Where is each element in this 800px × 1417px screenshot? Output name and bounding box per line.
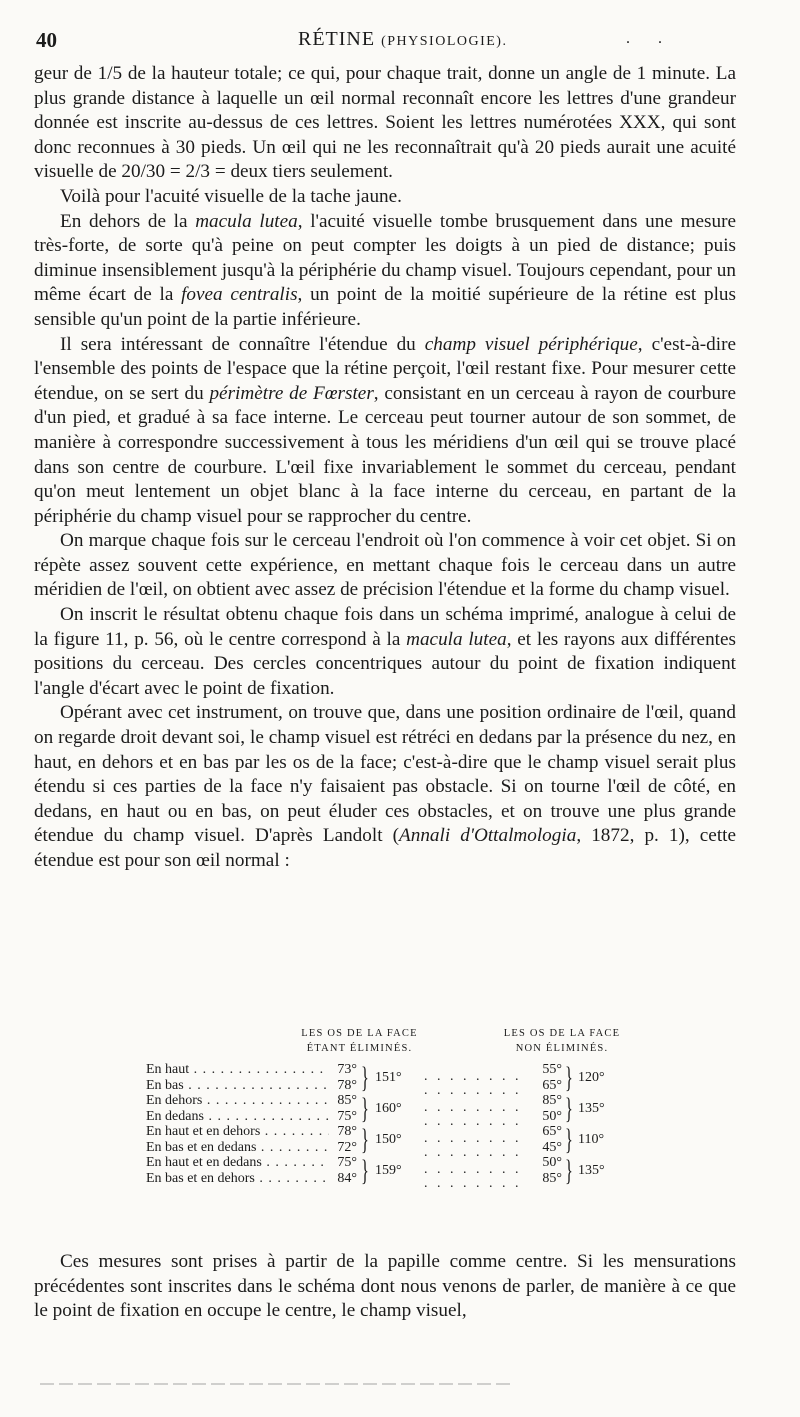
value-eliminated: 78° <box>329 1078 357 1094</box>
row-label: En haut et en dehors . . . <box>146 1124 331 1140</box>
value-not-eliminated: 50° <box>542 1155 562 1170</box>
value-eliminated: 72° <box>329 1140 357 1156</box>
text-run: On inscrit le résultat obtenu chaque fois dans un schéma imprimé, analogue à celui de la figure 11, p. 56, où le centre correspond à la <box>34 604 736 650</box>
table-rows <box>146 1061 666 1191</box>
dot-leader: . . . . . . . . <box>424 1100 522 1115</box>
sum-not-eliminated: 120° <box>578 1070 605 1085</box>
row-label: En bas . . . <box>146 1078 331 1094</box>
row-label: En haut . . . <box>146 1062 331 1078</box>
running-title-main: RÉTINE <box>298 28 376 50</box>
dot-leader: . . . . . . . . <box>424 1176 522 1191</box>
sum-eliminated: 159° <box>375 1163 402 1178</box>
value-eliminated: 73° <box>329 1062 357 1078</box>
dot-leader: . . . . . . . . <box>424 1162 522 1177</box>
paragraph-yellow-spot: Voilà pour l'acuité visuelle de la tache jaune. <box>60 185 402 207</box>
dot-leader: . . . . . . . . <box>424 1131 522 1146</box>
value-not-eliminated: 55° <box>542 1062 562 1077</box>
row-label: En dehors . . . <box>146 1093 331 1109</box>
value-eliminated: 78° <box>329 1124 357 1140</box>
sum-not-eliminated: 135° <box>578 1101 605 1116</box>
row-label: En bas et en dedans . . . <box>146 1140 331 1156</box>
table-group <box>146 1092 666 1129</box>
italic-citation: Annali d'Ottalmologia <box>399 825 577 847</box>
running-header <box>28 28 760 60</box>
page-number: 40 <box>36 28 57 52</box>
brace: } <box>361 1061 369 1094</box>
italic-term: périmètre de Fœrster <box>209 382 374 404</box>
dot-leader: . . . . . . . . <box>424 1069 522 1084</box>
table-group <box>146 1154 666 1191</box>
footer-print-rule <box>40 1383 510 1385</box>
text-run: , l'acuité visuelle tombe brusquement dans une mesure très-forte, de sorte qu'à peine on peut compter les doigts à un pied de distance; puis diminue insensiblement jusqu'à la périphérie du champ visuel. Toujours cependant, pour un même écart de la <box>34 210 736 306</box>
value-eliminated: 75° <box>329 1109 357 1125</box>
text-run: , et les rayons aux différentes positions du cerceau. Des cercles concentriques autour du point de fixation indiquent l'angle d'écart avec le point de fixation. <box>34 628 736 699</box>
value-not-eliminated: 45° <box>542 1139 562 1155</box>
sum-not-eliminated: 135° <box>578 1163 605 1178</box>
value-not-eliminated: 85° <box>542 1170 562 1186</box>
sum-eliminated: 160° <box>375 1101 402 1116</box>
dot-leader: . . . . . . . . <box>424 1114 522 1129</box>
column-header-eliminated <box>282 1026 437 1056</box>
paragraph-marking: On marque chaque fois sur le cerceau l'endroit où l'on commence à voir cet objet. Si on répète assez souvent cette expérience, en mettant chaque fois le cerceau dans un autre méridien de l'œil, on obtient avec assez de précision l'étendue et la forme du champ visuel. <box>34 530 736 601</box>
value-eliminated: 85° <box>329 1093 357 1109</box>
text-run: , 1872, p. 1), cette étendue est pour son œil normal : <box>34 825 737 871</box>
row-label: En haut et en dedans . . . <box>146 1155 331 1171</box>
row-label: En bas et en dehors . . . <box>146 1171 331 1187</box>
text-run: En dehors de la <box>60 210 196 232</box>
value-not-eliminated: 65° <box>542 1077 562 1093</box>
text-run: , consistant en un cerceau à rayon de courbure d'un pied, et gradué à sa face interne. Le cerceau peut tourner autour de son sommet, de manière à correspondre successivement à tous les méridiens d'un œil qui se trouve placé dans son centre de courbure. L'œil fixe invariablement le sommet du cerceau, pendant qu'on meut lentement un objet blanc à la face interne du cerceau, en partant de la périphérie du champ visuel pour se rapprocher du centre. <box>34 382 736 527</box>
value-not-eliminated: 65° <box>542 1124 562 1139</box>
brace: } <box>565 1123 573 1156</box>
dot-leader: . . . . . . . . <box>424 1145 522 1160</box>
italic-term: champ visuel périphérique <box>424 333 638 355</box>
column-header-line: LES OS DE LA FACE <box>503 1028 621 1039</box>
text-run: , c'est-à-dire l'ensemble des points de l'espace que la rétine perçoit, l'œil restant fixe. Pour mesurer cette étendue, on se sert du <box>34 333 736 404</box>
paragraph-schema <box>34 603 736 701</box>
text-run: Il sera intéressant de connaître l'étendue du <box>60 333 425 355</box>
italic-term: macula lutea <box>195 210 298 232</box>
column-header-not-eliminated <box>492 1026 632 1056</box>
header-dots: . . <box>626 30 674 47</box>
text-run: Opérant avec cet instrument, on trouve que, dans une position ordinaire de l'œil, quand on regarde droit devant soi, le champ visuel est rétréci en dedans par la présence du nez, en haut, en dehors et en bas par les os de la face; c'est-à-dire que le champ visuel serait plus étendu si ces parties de la face n'y faisaient pas obstacle. Si on tourne l'œil de côté, en dedans, en haut ou en bas, on peut éluder ces obstacles, et on trouve une plus grande étendue du champ visuel. D'après Landolt ( <box>34 702 736 847</box>
brace: } <box>565 1061 573 1094</box>
table-group <box>146 1123 666 1160</box>
paragraph-acuity-letters: geur de 1/5 de la hauteur totale; ce qui, pour chaque trait, donne un angle de 1 minute. La plus grande distance à laquelle un œil normal reconnaît encore les lettres d'une grandeur donnée est inscrite au-dessus de ces lettres. Soient les lettres numérotées XXX, qui sont donc reconnues à 30 pieds. Un œil qui ne les reconnaîtrait qu'à 20 pieds aurait une acuité visuelle de 20/30 = 2/3 = deux tiers seulement. <box>34 63 736 183</box>
italic-term: fovea centralis <box>181 284 298 306</box>
value-eliminated: 84° <box>329 1171 357 1187</box>
table-group <box>146 1061 666 1098</box>
column-header-line: NON ÉLIMINÉS. <box>515 1043 609 1054</box>
brace: } <box>361 1092 369 1125</box>
row-label: En dedans . . . <box>146 1109 331 1125</box>
brace: } <box>565 1092 573 1125</box>
paragraph-landolt <box>34 701 736 873</box>
value-eliminated: 75° <box>329 1155 357 1171</box>
running-title-sub: (PHYSIOLOGIE). <box>381 34 508 49</box>
visual-field-table <box>142 1026 662 1196</box>
dot-leader: . . . . . . . . <box>424 1083 522 1098</box>
italic-term: macula lutea <box>406 628 507 650</box>
brace: } <box>361 1123 369 1156</box>
brace: } <box>361 1154 369 1187</box>
brace: } <box>565 1154 573 1187</box>
column-header-line: ÉTANT ÉLIMINÉS. <box>306 1043 413 1054</box>
sum-eliminated: 150° <box>375 1132 402 1147</box>
closing-text <box>34 1250 736 1324</box>
paragraph-papilla: Ces mesures sont prises à partir de la papille comme centre. Si les mensurations précédentes sont inscrites dans le schéma dont nous venons de parler, de manière à ce que le point de fixation en occupe le centre, le champ visuel, <box>34 1251 736 1322</box>
value-not-eliminated: 50° <box>542 1108 562 1124</box>
paragraph-perimeter <box>34 333 736 530</box>
column-header-line: LES OS DE LA FACE <box>301 1028 418 1039</box>
sum-not-eliminated: 110° <box>578 1132 605 1147</box>
value-not-eliminated: 85° <box>542 1093 562 1108</box>
text-run: , un point de la moitié supérieure de la rétine est plus sensible qu'un point de la partie inférieure. <box>34 284 736 330</box>
sum-eliminated: 151° <box>375 1070 402 1085</box>
main-text <box>34 62 736 874</box>
paragraph-outside-macula <box>34 210 736 333</box>
running-title <box>298 28 507 51</box>
